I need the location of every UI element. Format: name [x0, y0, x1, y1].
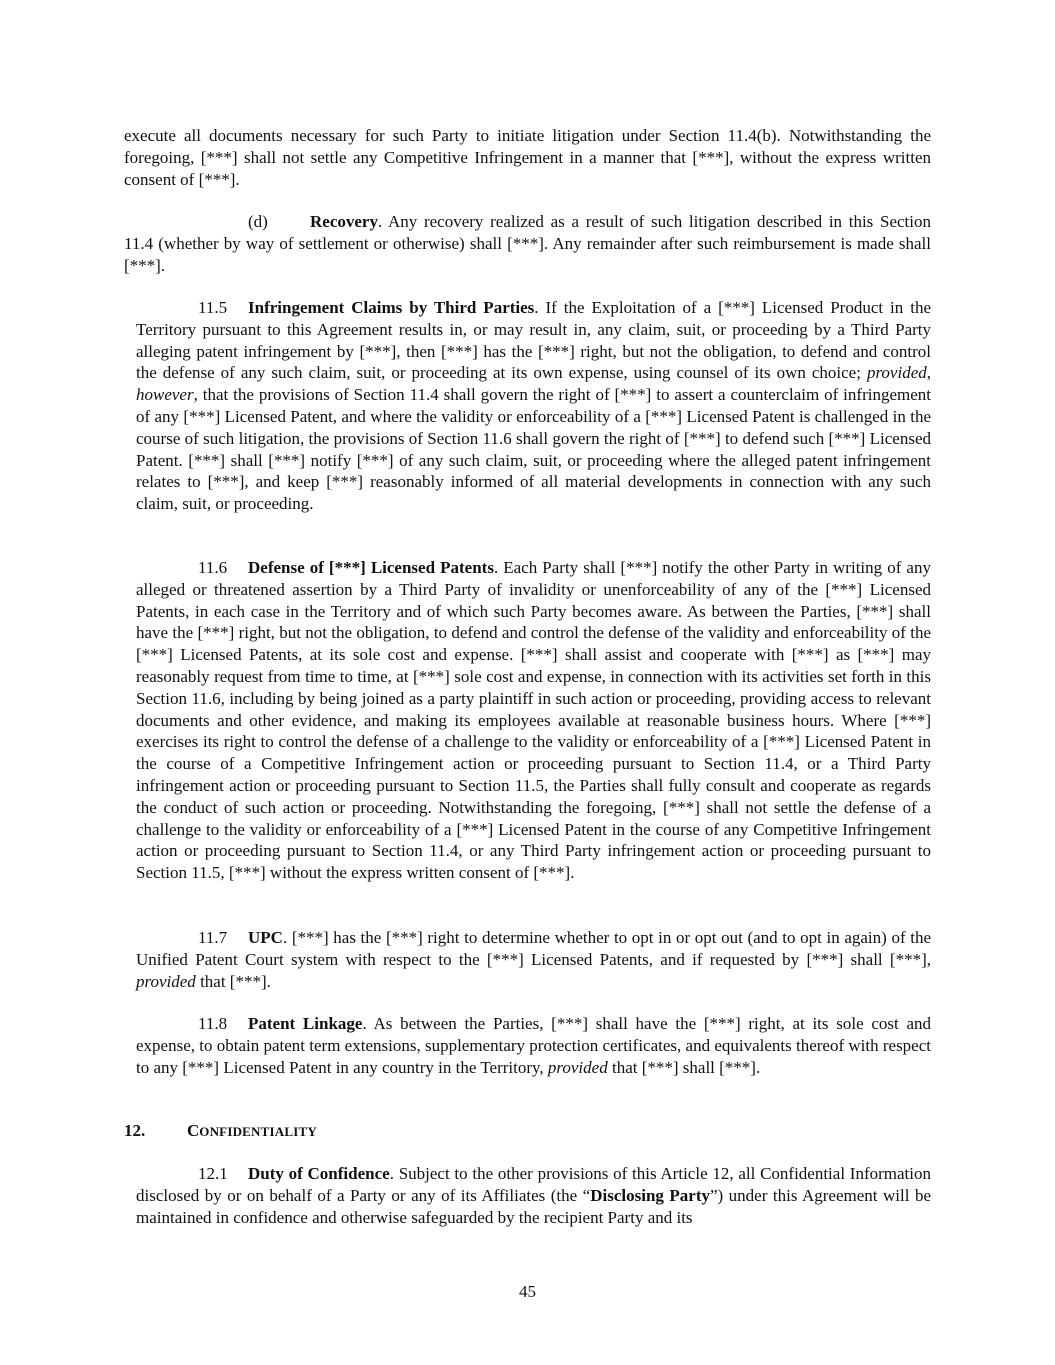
paragraph-12-1 — [136, 1163, 931, 1228]
paragraph-text: . Any recovery realized as a result of such litigation described in this Section 11.4 (whether by way of settlement or otherwise) shall [***]. Any remainder after such reimbursement is made shall [***]. — [124, 212, 931, 275]
section-title: Patent Linkage — [248, 1014, 363, 1033]
section-number: 11.7 — [198, 928, 228, 947]
paragraph-text: execute all documents necessary for such Party to initiate litigation under Section 11.4(b). Notwithstanding the foregoing, [***] shall not settle any Competitive Infringement in a manner that [***], without the express written consent of [***]. — [124, 126, 931, 189]
paragraph-text: . Each Party shall [***] notify the other Party in writing of any alleged or threatened assertion by a Third Party of invalidity or unenforceability of any of the [***] Licensed Patents, in each case in the Territory and of which such Party becomes aware. As between the Parties, [***] shall have the [***] right, but not the obligation, to defend and control the defense of the validity and enforceability of the [***] Licensed Patents, at its sole cost and expense. [***] shall assist and cooperate with [***] as [***] may reasonably request from time to time, at [***] sole cost and expense, in connection with its activities set forth in this Section 11.6, including by being joined as a party plaintiff in such action or proceeding, providing access to relevant documents and other evidence, and making its employees available at reasonable business hours. Where [***] exercises its right to control the defense of a challenge to the validity or enforceability of a [***] Licensed Patent in the course of a Competitive Infringement action or proceeding pursuant to Section 11.4, or a Third Party infringement action or proceeding pursuant to Section 11.5, the Parties shall fully consult and cooperate as regards the conduct of such action or proceeding. Notwithstanding the foregoing, [***] shall not settle the defense of a challenge to the validity or enforceability of a [***] Licensed Patent in the course of any Competitive Infringement action or proceeding pursuant to Section 11.4, or any Third Party infringement action or proceeding pursuant to Section 11.5, [***] without the express written consent of [***]. — [136, 558, 931, 883]
section-title: UPC — [248, 928, 283, 947]
italic-term: provided — [547, 1057, 608, 1077]
heading-number: 12. — [124, 1121, 146, 1140]
heading-title: ONFIDENTIALITY — [199, 1124, 317, 1139]
section-number: 11.5 — [198, 298, 228, 317]
section-title: Infringement Claims by Third Parties — [248, 298, 535, 317]
italic-term: provided — [136, 971, 196, 991]
section-title: Defense of [***] Licensed Patents — [248, 558, 494, 577]
defined-term: Disclosing Party — [590, 1185, 710, 1205]
paragraph-continuation — [124, 125, 931, 190]
paragraph-text: ”) under this Agreement will be maintained in confidence and otherwise safeguarded by the recipient Party and its — [136, 1185, 931, 1227]
paragraph-11-8 — [136, 1013, 931, 1078]
paragraph-text: that [***]. — [195, 971, 271, 991]
subsection-title: Recovery — [310, 212, 378, 231]
italic-term: provided — [866, 363, 927, 383]
paragraph-text: , that the provisions of Section 11.4 shall govern the right of [***] to assert a counterclaim of infringement of any [***] Licensed Patent, and where the validity or enforceability of a [***] Licensed Patent is challenged in the course of such litigation, the provisions of Section 11.6 shall govern the right of [***] to defend such [***] Licensed Patent. [***] shall [***] notify [***] of any such claim, suit, or proceeding where the alleged patent infringement relates to [***], and keep [***] reasonably informed of all material developments in connection with any such claim, suit, or proceeding. — [136, 385, 931, 514]
paragraph-text: . As between the Parties, [***] shall have the [***] right, at its sole cost and expense, to obtain patent term extensions, supplementary protection certificates, and equivalents thereof with respect to any [***] Licensed Patent in any country in the Territory, — [136, 1014, 931, 1077]
paragraph-text: . If the Exploitation of a [***] Licensed Product in the Territory pursuant to this Agreement results in, or may result in, any claim, suit, or proceeding by a Third Party alleging patent infringement by [***], then [***] has the [***] right, but not the obligation, to defend and control the defense of any such claim, suit, or proceeding at its own expense, using counsel of its own choice; — [136, 298, 932, 383]
section-number: 11.6 — [198, 558, 228, 577]
paragraph-11-6 — [136, 557, 931, 884]
paragraph-11-5 — [136, 297, 931, 515]
page-number: 45 — [519, 1282, 536, 1301]
paragraph-11-7 — [136, 927, 931, 992]
heading-title-initial: C — [187, 1121, 200, 1140]
paragraph-11-4-d — [124, 211, 931, 276]
separator: , — [926, 363, 931, 383]
paragraph-text: that [***] shall [***]. — [607, 1057, 761, 1077]
italic-term: however — [136, 385, 194, 405]
section-heading-12 — [124, 1121, 317, 1141]
subsection-label: (d) — [248, 212, 268, 231]
section-title: Duty of Confidence — [248, 1164, 390, 1183]
section-number: 11.8 — [198, 1014, 228, 1033]
paragraph-text: . Subject to the other provisions of this Article 12, all Confidential Information disclosed by or on behalf of a Party or any of its Affiliates (the “ — [136, 1164, 931, 1205]
section-number: 12.1 — [198, 1164, 228, 1183]
paragraph-text: . [***] has the [***] right to determine whether to opt in or opt out (and to opt in again) of the Unified Patent Court system with respect to the [***] Licensed Patents, and if requested by [***] shall [***], — [136, 928, 931, 969]
